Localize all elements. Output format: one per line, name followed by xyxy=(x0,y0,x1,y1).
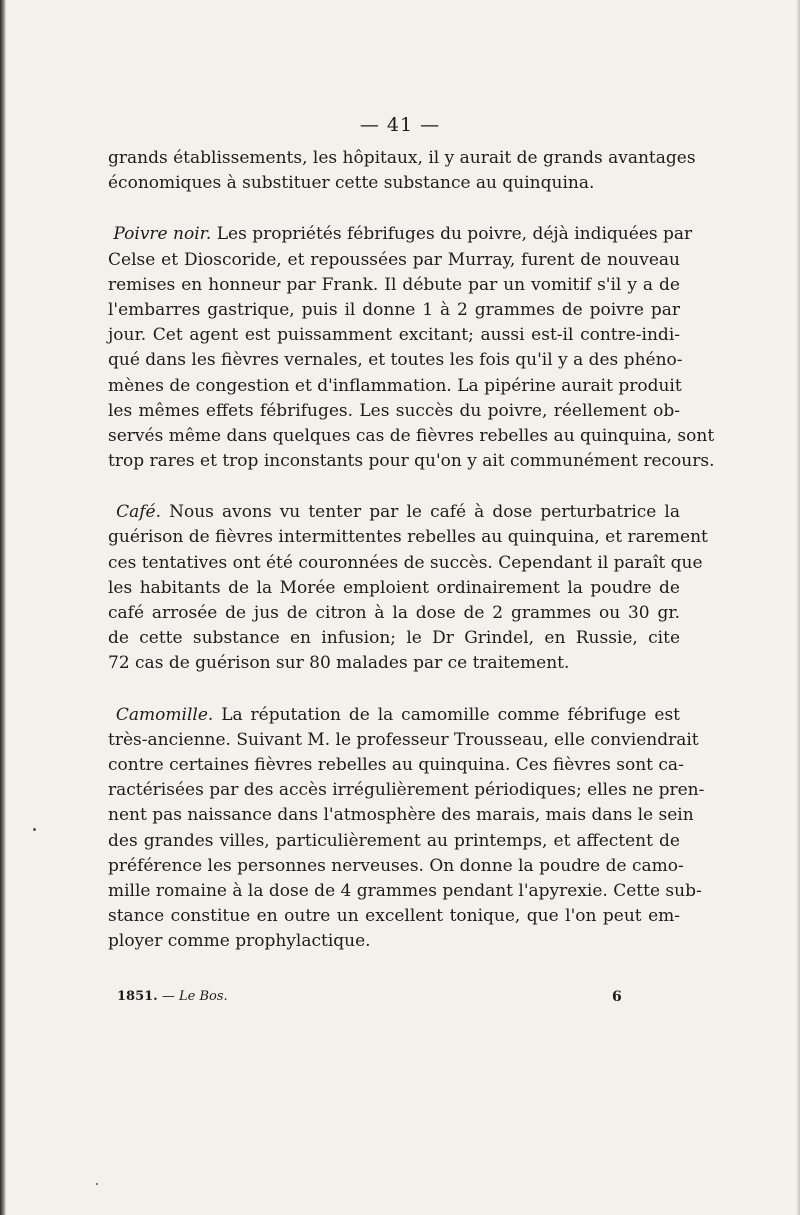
section-heading: Camomille. xyxy=(115,704,214,725)
paragraph-camomille xyxy=(108,703,705,955)
text-line: préférence les personnes nerveuses. On donne la poudre de camo- xyxy=(108,855,684,876)
text-line: remises en honneur par Frank. Il débute par un vomitif s'il y a de xyxy=(108,274,680,295)
text-line: nent pas naissance dans l'atmosphère des marais, mais dans le sein xyxy=(108,805,694,826)
text-line: de cette substance en infusion; le Dr Grindel, en Russie, cite xyxy=(108,628,680,649)
text-fragment: La réputation de la camomille comme fébrifuge est xyxy=(221,704,681,725)
text-line: contre certaines fièvres rebelles au quinquina. Ces fièvres sont ca- xyxy=(108,754,684,775)
paragraph-intro xyxy=(108,146,696,196)
text-line xyxy=(108,222,693,247)
text-line: l'embarres gastrique, puis il donne 1 à 2 grammes de poivre par xyxy=(108,299,680,320)
text-line: très-ancienne. Suivant M. le professeur Trousseau, elle conviendrait xyxy=(108,729,699,750)
text-line: ces tentatives ont été couronnées de succès. Cependant il paraît que xyxy=(108,552,703,573)
footer-signature xyxy=(117,989,228,1004)
text-line: guérison de fièvres intermittentes rebelles au quinquina, et rarement xyxy=(108,527,708,548)
text-fragment: Les propriétés fébrifuges du poivre, déjà indiquées par xyxy=(216,224,693,245)
text-fragment: Nous avons vu tenter par le café à dose perturbatrice la xyxy=(169,502,681,523)
text-line: grands établissements, les hôpitaux, il y aurait de grands avantages xyxy=(108,148,696,168)
text-line: servés même dans quelques cas de fièvres rebelles au quinquina, sont xyxy=(108,425,715,446)
paper-speck xyxy=(33,828,36,831)
text-line: café arrosée de jus de citron à la dose de 2 grammes ou 30 gr. xyxy=(108,603,680,623)
text-line: économiques à substituer cette substance au quinquina. xyxy=(108,173,595,194)
text-line: les habitants de la Morée emploient ordinairement la poudre de xyxy=(108,577,680,598)
footer-name: — Le Bos. xyxy=(161,989,228,1004)
text-line: qué dans les fièvres vernales, et toutes les fois qu'il y a des phéno- xyxy=(108,350,683,371)
paper-speck xyxy=(96,1183,98,1185)
section-heading: Poivre noir. xyxy=(113,224,212,245)
text-line: mille romaine à la dose de 4 grammes pendant l'apyrexie. Cette sub- xyxy=(108,880,702,901)
page-right-edge xyxy=(796,0,800,1215)
text-line xyxy=(108,703,680,728)
text-line: jour. Cet agent est puissamment excitant; aussi est-il contre-indi- xyxy=(108,325,680,346)
text-line: mènes de congestion et d'inflammation. La pipérine aurait produit xyxy=(108,375,682,396)
footer-year: 1851. xyxy=(117,989,158,1004)
body-text xyxy=(108,146,715,954)
text-line: ployer comme prophylactique. xyxy=(108,931,371,952)
text-line: Celse et Dioscoride, et repoussées par Murray, furent de nouveau xyxy=(108,249,680,270)
paragraph-cafe xyxy=(108,500,708,676)
page-number: — 41 — xyxy=(359,114,441,136)
text-line: stance constitue en outre un excellent tonique, que l'on peut em- xyxy=(108,906,680,927)
text-line: 72 cas de guérison sur 80 malades par ce traitement. xyxy=(108,653,570,674)
signature-mark: 6 xyxy=(612,989,622,1005)
page-binding-edge xyxy=(0,0,6,1215)
paragraph-poivre-noir xyxy=(108,222,715,474)
text-line: trop rares et trop inconstants pour qu'on y ait communément recours. xyxy=(108,451,715,472)
text-line: des grandes villes, particulièrement au printemps, et affectent de xyxy=(108,830,680,851)
text-line xyxy=(108,500,680,525)
text-line: les mêmes effets fébrifuges. Les succès du poivre, réellement ob- xyxy=(108,400,680,421)
text-line: ractérisées par des accès irrégulièrement périodiques; elles ne pren- xyxy=(108,780,705,801)
section-heading: Café. xyxy=(116,502,161,523)
